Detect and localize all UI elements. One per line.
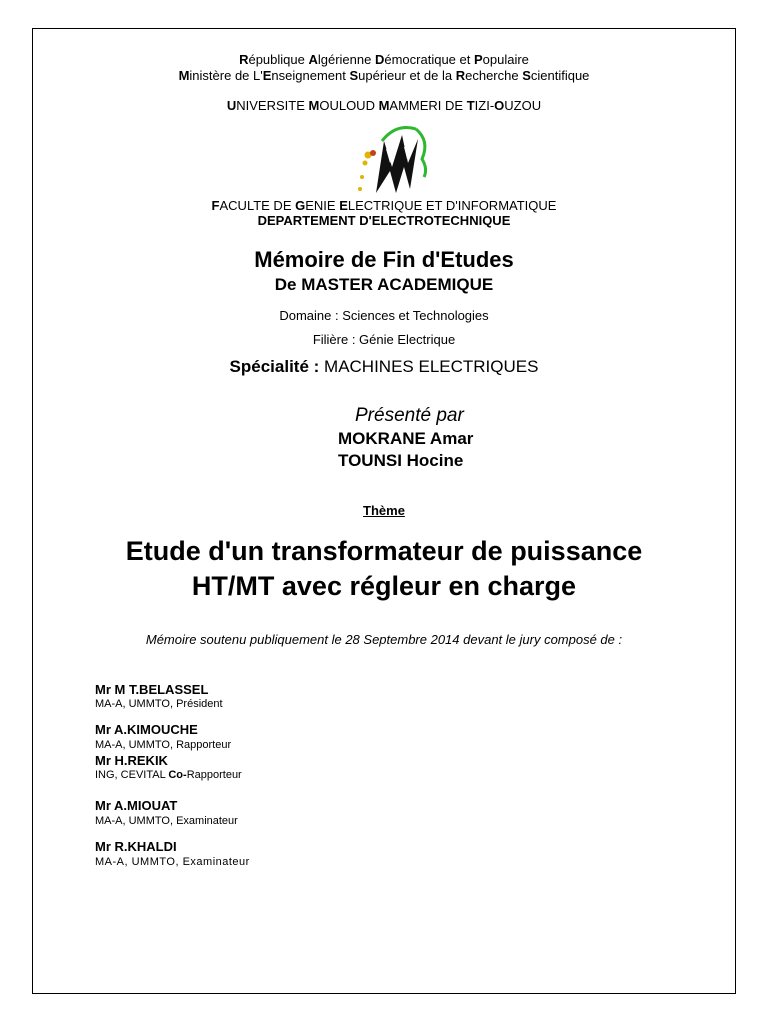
jury-name: Mr A.MIOUAT xyxy=(95,798,178,813)
jury-name: Mr R.KHALDI xyxy=(95,839,177,854)
specialite-line xyxy=(0,357,768,377)
theme-title-line2: HT/MT avec régleur en charge xyxy=(191,571,577,601)
author-1: MOKRANE Amar xyxy=(338,429,474,448)
memoire-subtitle: De MASTER ACADEMIQUE xyxy=(274,275,494,294)
jury-detail: MA-A, UMMTO, Examinateur xyxy=(95,815,238,827)
faculty-line: FACULTE DE GENIE ELECTRIQUE ET D'INFORMATIQUE xyxy=(211,198,557,213)
specialite-value: MACHINES ELECTRIQUES xyxy=(324,357,539,376)
department-line: DEPARTEMENT D'ELECTROTECHNIQUE xyxy=(257,213,511,228)
author-2: TOUNSI Hocine xyxy=(338,451,464,470)
presente-label: Présenté par xyxy=(355,405,464,426)
jury-detail: MA-A, UMMTO, Rapporteur xyxy=(95,739,232,751)
jury-detail: MA-A, UMMTO, Examinateur xyxy=(95,856,250,868)
soutenance-line: Mémoire soutenu publiquement le 28 Septembre 2014 devant le jury composé de : xyxy=(145,632,623,647)
filiere-line: Filière : Génie Electrique xyxy=(312,332,456,347)
theme-title-line1: Etude d'un transformateur de puissance xyxy=(125,536,643,566)
university-line: UNIVERSITE MOULOUD MAMMERI DE TIZI-OUZOU xyxy=(226,98,542,113)
specialite-label: Spécialité : xyxy=(229,357,320,376)
memoire-title: Mémoire de Fin d'Etudes xyxy=(254,247,514,272)
republic-line: République Algérienne Démocratique et Populaire xyxy=(239,52,529,67)
domaine-line: Domaine : Sciences et Technologies xyxy=(279,308,489,323)
jury-detail: ING, CEVITAL Co-Rapporteur xyxy=(95,769,242,781)
university-logo xyxy=(352,119,436,197)
jury-name: Mr A.KIMOUCHE xyxy=(95,722,198,737)
theme-label: Thème xyxy=(363,503,405,518)
jury-name: Mr H.REKIK xyxy=(95,753,168,768)
jury-detail: MA-A, UMMTO, Président xyxy=(95,698,223,710)
jury-name: Mr M T.BELASSEL xyxy=(95,682,209,697)
ministry-line: Ministère de L'Enseignement Supérieur et de la Recherche Scientifique xyxy=(178,68,590,83)
